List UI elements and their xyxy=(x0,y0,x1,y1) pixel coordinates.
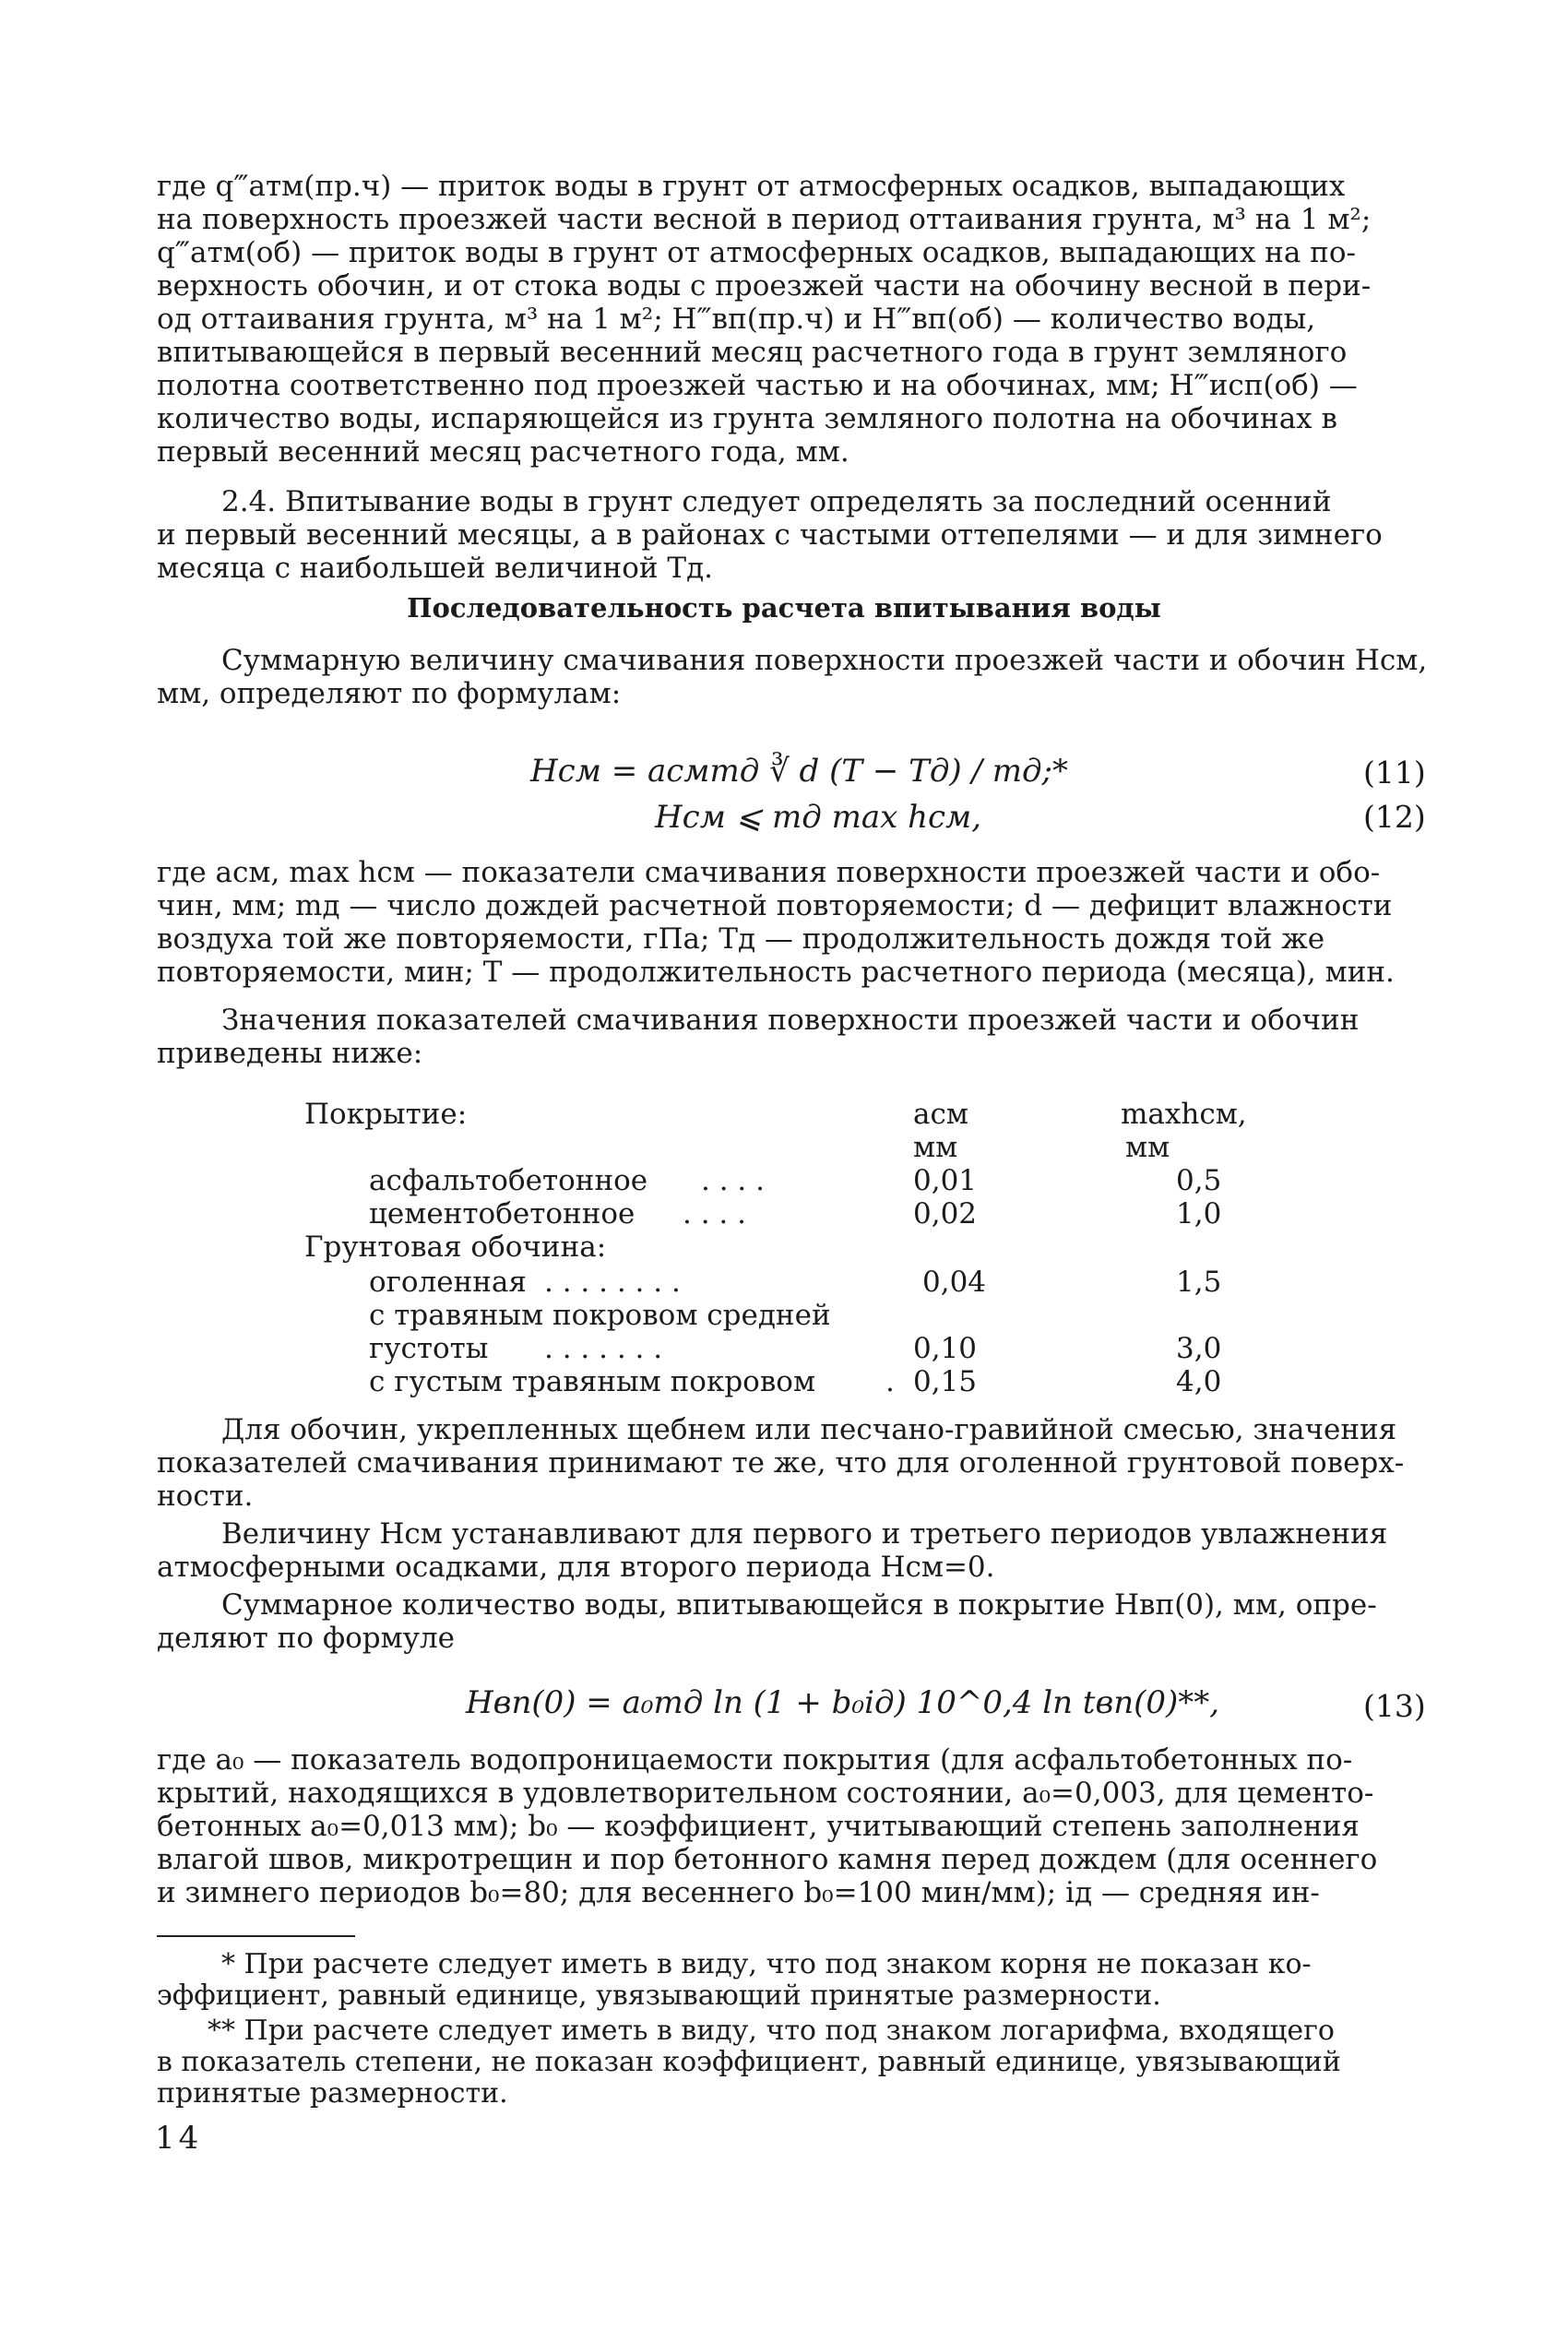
row-leader: . . . . . . . xyxy=(544,1332,663,1365)
page-number: 14 xyxy=(155,2120,203,2157)
table-header-a-unit: мм xyxy=(913,1131,958,1164)
text-line: Значения показателей смачивания поверхности проезжей части и обочин xyxy=(221,1004,1360,1037)
row-h-value: 3,0 xyxy=(1176,1332,1222,1365)
text-line: где a₀ — показатель водопроницаемости покрытия (для асфальтобетонных по- xyxy=(157,1743,1353,1777)
row-leader: . . . . xyxy=(701,1164,765,1197)
footnote-line: принятые размерности. xyxy=(157,2077,508,2110)
text-line: Суммарную величину смачивания поверхности проезжей части и обочин Нсм, xyxy=(221,644,1428,677)
text-line: крытий, находящихся в удовлетворительном состоянии, a₀=0,003, для цементо- xyxy=(157,1777,1374,1810)
row-label: густоты xyxy=(369,1332,489,1365)
row-label: с травяным покровом средней xyxy=(369,1299,831,1332)
footnote-line: ** При расчете следует иметь в виду, что под знаком логарифма, входящего xyxy=(208,2015,1335,2047)
section-heading: Последовательность расчета впитывания воды xyxy=(407,592,1161,624)
text-line: где aсм, max hсм — показатели смачивания поверхности проезжей части и обо- xyxy=(157,856,1381,889)
row-label: цементобетонное xyxy=(369,1197,636,1230)
table-header-a: aсм xyxy=(913,1098,968,1131)
formula-13-number: (13) xyxy=(1363,1688,1426,1724)
row-label: оголенная xyxy=(369,1266,527,1299)
formula-11-number: (11) xyxy=(1363,755,1426,791)
text-line: первый весенний месяц расчетного года, мм. xyxy=(157,435,849,469)
text-line: приведены ниже: xyxy=(157,1037,423,1070)
text-line: где q‴атм(пр.ч) — приток воды в грунт от атмосферных осадков, выпадающих xyxy=(157,170,1346,203)
row-h-value: 1,0 xyxy=(1176,1197,1222,1230)
formula-13: Hвп(0) = a₀mд ln (1 + b₀iд) 10^0,4 ln tвп(0)**, xyxy=(466,1684,1220,1721)
text-line: впитывающейся в первый весенний месяц расчетного года в грунт земляного xyxy=(157,336,1348,369)
row-h-value: 4,0 xyxy=(1176,1365,1222,1398)
formula-11: Hсм = aсмmд ∛ d (T − Tд) / mд;* xyxy=(530,753,1068,790)
text-line: Величину Hсм устанавливают для первого и третьего периодов увлажнения xyxy=(221,1517,1388,1551)
footnote-line: в показатель степени, не показан коэффициент, равный единице, увязывающий xyxy=(157,2046,1341,2078)
text-line: 2.4. Впитывание воды в грунт следует определять за последний осенний xyxy=(221,485,1332,518)
row-leader: . xyxy=(885,1365,895,1398)
text-line: полотна соответственно под проезжей частью и на обочинах, мм; H‴исп(об) — xyxy=(157,369,1358,402)
text-line: верхность обочин, и от стока воды с проезжей части на обочину весной в пери- xyxy=(157,269,1372,303)
text-line: q‴атм(об) — приток воды в грунт от атмосферных осадков, выпадающих на по- xyxy=(157,236,1356,269)
text-line: и зимнего периодов b₀=80; для весеннего b₀=100 мин/мм); iд — средняя ин- xyxy=(157,1876,1320,1909)
text-line: Для обочин, укрепленных щебнем или песчано-гравийной смесью, значения xyxy=(221,1413,1397,1446)
table-header-maxh-unit: мм xyxy=(1125,1131,1170,1164)
row-label: асфальтобетонное xyxy=(369,1164,648,1197)
row-h-value: 1,5 xyxy=(1176,1266,1222,1299)
text-line: чин, мм; mд — число дождей расчетной повторяемости; d — дефицит влажности xyxy=(157,889,1393,922)
text-line: количество воды, испаряющейся из грунта земляного полотна на обочинах в xyxy=(157,402,1337,435)
formula-12-number: (12) xyxy=(1363,799,1426,835)
row-a-value: 0,04 xyxy=(922,1266,987,1299)
text-line: ности. xyxy=(157,1480,254,1513)
row-h-value: 0,5 xyxy=(1176,1164,1222,1197)
text-line: влагой швов, микротрещин и пор бетонного камня перед дождем (для осеннего xyxy=(157,1843,1378,1876)
text-line: мм, определяют по формулам: xyxy=(157,677,622,710)
footnote-divider xyxy=(157,1935,355,1937)
text-line: од оттаивания грунта, м³ на 1 м²; H‴вп(пр.ч) и H‴вп(об) — количество воды, xyxy=(157,303,1316,336)
text-line: показателей смачивания принимают те же, что для оголенной грунтовой поверх- xyxy=(157,1446,1405,1480)
row-a-value: 0,02 xyxy=(913,1197,978,1230)
text-line: атмосферными осадками, для второго периода Hсм=0. xyxy=(157,1551,995,1584)
text-line: воздуха той же повторяемости, гПа; Тд — продолжительность дождя той же xyxy=(157,922,1325,956)
text-line: повторяемости, мин; T — продолжительность расчетного периода (месяца), мин. xyxy=(157,956,1395,989)
text-line: месяца с наибольшей величиной Тд. xyxy=(157,552,714,585)
row-leader: . . . . xyxy=(683,1197,746,1230)
formula-12: Hсм ⩽ mд max hсм, xyxy=(655,799,982,836)
text-line: Суммарное количество воды, впитывающейся в покрытие Hвп(0), мм, опре- xyxy=(221,1588,1377,1622)
row-a-value: 0,10 xyxy=(913,1332,978,1365)
footnote-line: эффициент, равный единице, увязывающий принятые размерности. xyxy=(157,1979,1161,2012)
text-line: бетонных a₀=0,013 мм); b₀ — коэффициент, учитывающий степень заполнения xyxy=(157,1810,1360,1843)
row-leader: . . . . . . . . xyxy=(544,1266,681,1299)
text-line: деляют по формуле xyxy=(157,1622,456,1655)
text-line: на поверхность проезжей части весной в период оттаивания грунта, м³ на 1 м²; xyxy=(157,203,1372,236)
row-a-value: 0,01 xyxy=(913,1164,978,1197)
table-header-maxh: maxhсм, xyxy=(1121,1098,1247,1131)
table-header-coating: Покрытие: xyxy=(304,1098,468,1131)
row-group-label: Грунтовая обочина: xyxy=(304,1230,607,1264)
footnote-line: * При расчете следует иметь в виду, что под знаком корня не показан ко- xyxy=(221,1948,1312,1980)
text-line: и первый весенний месяцы, а в районах с частыми оттепелями — и для зимнего xyxy=(157,518,1383,552)
row-a-value: 0,15 xyxy=(913,1365,978,1398)
row-label: с густым травяным покровом xyxy=(369,1365,816,1398)
